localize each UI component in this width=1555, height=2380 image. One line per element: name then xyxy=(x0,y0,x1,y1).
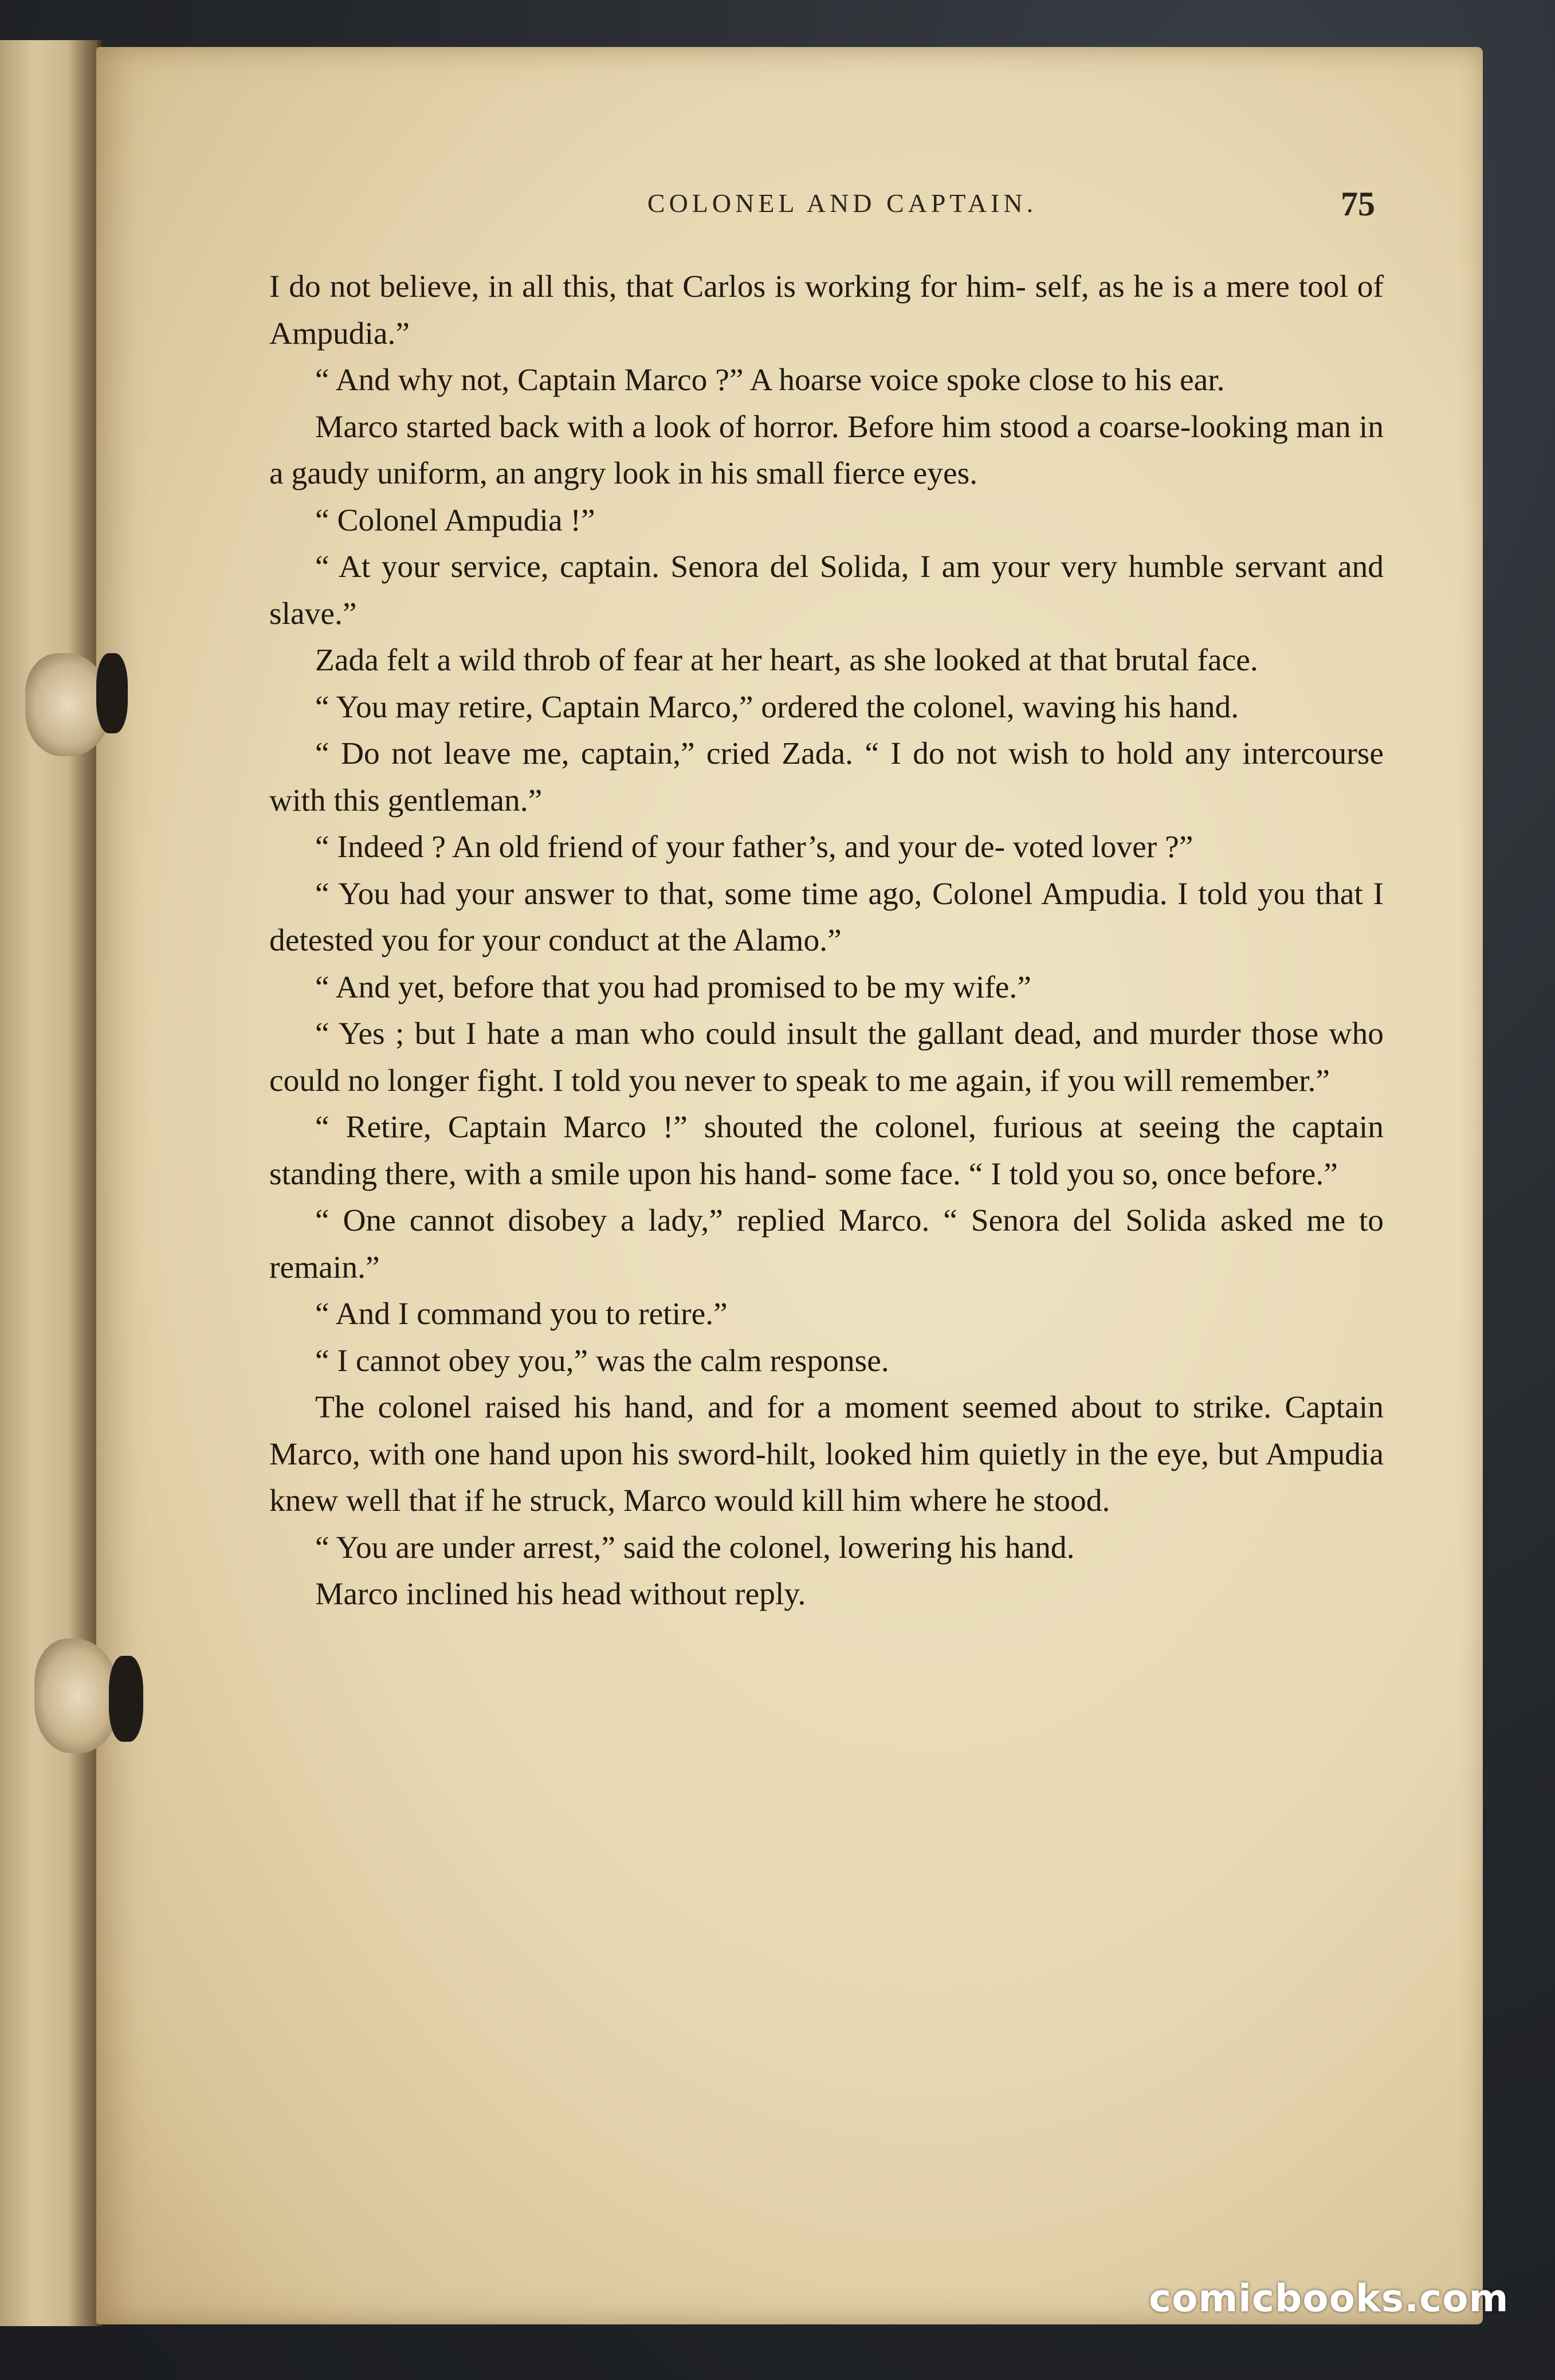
paragraph: “ Colonel Ampudia !” xyxy=(315,502,595,538)
paragraph: Marco started back with a look of horror. Before him stood a coarse-looking man in a gaudy uniform, an angry look in his small fierce eyes. xyxy=(269,409,1384,491)
paragraph: “ Yes ; but I hate a man who could insult the gallant dead, and murder those who could no longer fight. I told you never to speak to me again, if you will remember.” xyxy=(269,1016,1384,1098)
paragraph: “ One cannot disobey a lady,” replied Marco. “ Senora del Solida asked me to remain.” xyxy=(269,1203,1384,1285)
paragraph: “ Retire, Captain Marco !” shouted the colonel, furious at seeing the captain standing there, with a smile upon his hand- some face. “ I told you so, once before.” xyxy=(269,1110,1384,1192)
binding-hole-lower-shadow xyxy=(109,1656,143,1742)
paragraph: “ And yet, before that you had promised to be my wife.” xyxy=(315,969,1031,1005)
paragraph: “ You had your answer to that, some time ago, Colonel Ampudia. I told you that I detested you for your conduct at the Alamo.” xyxy=(269,876,1384,958)
watermark-logo: comicbooks.com xyxy=(1149,2276,1509,2320)
paragraph: “ And I command you to retire.” xyxy=(315,1297,728,1332)
paragraph: “ You may retire, Captain Marco,” ordered the colonel, waving his hand. xyxy=(315,689,1239,725)
running-header: COLONEL AND CAPTAIN. xyxy=(647,188,1038,218)
paragraph: Marco inclined his head without reply. xyxy=(315,1577,806,1612)
paragraph: “ And why not, Captain Marco ?” A hoarse voice spoke close to his ear. xyxy=(315,363,1225,398)
paragraph: “ At your service, captain. Senora del Solida, I am your very humble servant and slave.” xyxy=(269,549,1384,631)
paragraph: “ I cannot obey you,” was the calm response. xyxy=(315,1343,889,1378)
binding-hole-upper-shadow xyxy=(96,653,128,733)
paragraph: The colonel raised his hand, and for a moment seemed about to strike. Captain Marco, with one hand upon his sword-hilt, looked him quietly in the eye, but Ampudia knew well that if he struck, Marco would kill him where he stood. xyxy=(269,1390,1384,1518)
paragraph: “ Indeed ? An old friend of your father’s, and your de- voted lover ?” xyxy=(315,830,1193,865)
page-number: 75 xyxy=(1341,185,1375,223)
paragraph: Zada felt a wild throb of fear at her heart, as she looked at that brutal face. xyxy=(315,643,1258,678)
paragraph: “ Do not leave me, captain,” cried Zada. “ I do not wish to hold any intercourse with this gentleman.” xyxy=(269,736,1384,818)
paragraph: I do not believe, in all this, that Carlos is working for him- self, as he is a mere tool of Ampudia.” xyxy=(269,269,1384,351)
body-text xyxy=(269,264,1384,1618)
paragraph: “ You are under arrest,” said the colonel, lowering his hand. xyxy=(315,1530,1075,1565)
